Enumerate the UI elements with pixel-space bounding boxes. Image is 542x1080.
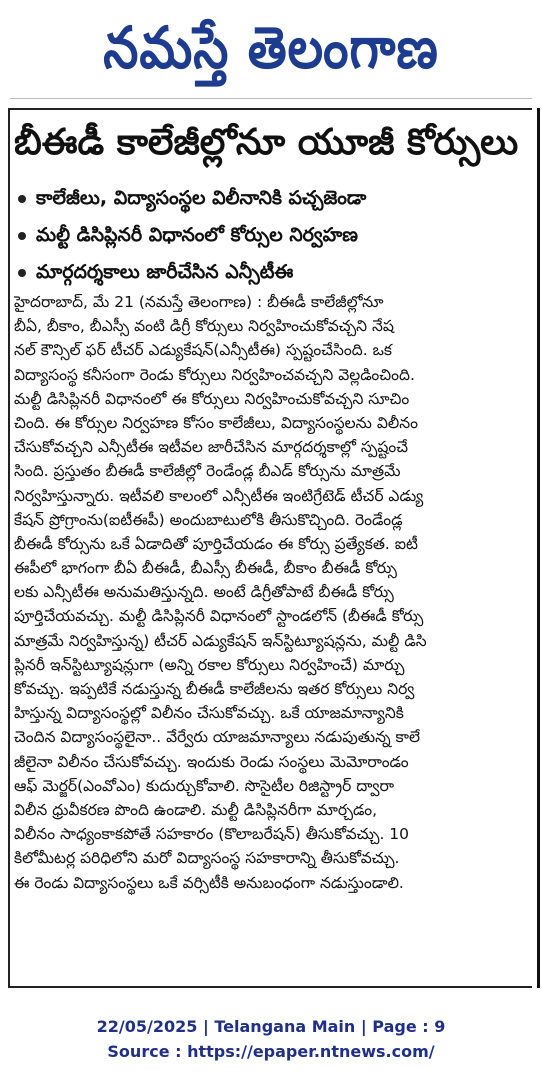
article-body-line: బీఏ, బీకాం, బీఎస్సీ వంటి డిగ్రీ కోర్సులు నిర్వహించుకోవచ్చని నేష [14, 317, 394, 336]
highlight-item: మల్టీ డిసిప్లినరీ విధానంలో కోర్సుల నిర్వహణ [14, 217, 526, 254]
article-body [14, 290, 526, 895]
article-body-line: బీఈడీ కోర్సును ఒకే ఏడాదితో పూర్తిచేయడం ఈ కోర్సు ప్రత్యేకత. ఐటీ [14, 534, 418, 553]
article-body-line: ఈపీలో భాగంగా బీఏ బీఈడీ, బీఎస్సీ బీఈడీ, బీకాం బీఈడీ కోర్సు [14, 559, 397, 578]
article-body-line: కేషన్ ప్రోగ్రాంను(ఐటీఈపీ) అందుబాటులోకి తీసుకొచ్చింది. రెండేండ్ల [14, 510, 403, 529]
article-body-line: విలీనం సాధ్యంకాకపోతే సహకారం (కొలాబరేషన్) తీసుకోవచ్చు. 10 [14, 825, 410, 844]
highlight-item: మార్గదర్శకాలు జారీచేసిన ఎన్సీటీఈ [14, 254, 526, 291]
article-body-line: నల్ కౌన్సిల్ ఫర్ టీచర్ ఎడ్యుకేషన్(ఎన్సీటీఈ) స్పష్టంచేసింది. ఒక [14, 341, 393, 360]
article-body-line: జీలైనా విలీనం చేసుకోవచ్చు. ఇందుకు రెండు సంస్థలు మెమోరాండం [14, 752, 409, 771]
article-body-line: చెందిన విద్యాసంస్థలైనా.. వేర్వేరు యాజమాన్యాలు నడుపుతున్న కాలే [14, 728, 420, 747]
article-headline: బీఈడీ కాలేజీల్లోనూ యూజీ కోర్సులు [14, 122, 519, 163]
article-body-line: ఈ రెండు విద్యాసంస్థలు ఒకే వర్సిటీకి అనుబంధంగా నడుస్తుండాలి. [14, 873, 404, 892]
article-body-line: విలీన ధ్రువీకరణ పొంది ఉండాలి. మల్టీ డిసిప్లినరీగా మార్చడం, [14, 800, 378, 819]
article-highlights [14, 180, 526, 291]
article-body-line: సింది. ప్రస్తుతం బీఈడీ కాలేజీల్లో రెండేండ్ల బీఎడ్ కోర్సును మాత్రమే [14, 462, 401, 481]
clipping-edge [537, 108, 540, 988]
masthead-title: నమస్తే తెలంగాణ [103, 14, 439, 82]
article-body-line: కోవచ్చు. ఇప్పటికే నడుస్తున్న బీఈడీ కాలేజీలను ఇతర కోర్సులు నిర్వ [14, 680, 415, 698]
article-body-line: కిలోమీటర్ల పరిధిలోని మరో విద్యాసంస్థ సహకారాన్ని తీసుకోవచ్చు. [14, 849, 400, 868]
article-body-line: మల్టీ డిసిప్లినరీ విధానంలో ఈ కోర్సులు నిర్వహించుకోవచ్చని సూచిం [14, 389, 410, 408]
article-body-line: హిస్తున్న విద్యాసంస్థల్లో విలీనం చేసుకోవచ్చు. ఒకే యాజమాన్యానికి [14, 704, 404, 723]
article-body-line: లకు ఎన్సీటీఈ అనుమతిస్తున్నది. అంటే డిగ్రీతోపాటే బీఈడీ కోర్సు [14, 583, 394, 602]
article-body-line: ఆఫ్ మెర్జర్(ఎంవోఎం) కుదుర్చుకోవాలి. సొసైటీల రిజిస్ట్రార్ ద్వారా [14, 776, 395, 795]
article-body-line: ప్లినరీ ఇన్‌స్టిట్యూషన్లుగా (అన్ని రకాల కోర్సులు నిర్వహించే) మార్చు [14, 655, 405, 674]
footer-source-link[interactable]: Source : https://epaper.ntnews.com/ [107, 1042, 435, 1061]
footer-edition-info: 22/05/2025 | Telangana Main | Page : 9 [96, 1017, 446, 1036]
article-body-line: చేసుకోవచ్చని ఎన్సీటీఈ ఇటీవల జారీచేసిన మార్గదర్శకాల్లో స్పష్టంచే [14, 438, 409, 457]
article-body-line: పూర్తిచేయవచ్చు. మల్టీ డిసిప్లినరీ విధానంలో స్టాండలోన్ (బీఈడీ కోర్సు [14, 607, 424, 626]
highlight-item: కాలేజీలు, విద్యాసంస్థల విలీనానికి పచ్చజెండా [14, 180, 526, 217]
article-body-line: చింది. ఈ కోర్సుల నిర్వహణ కోసం కాలేజీలు, విద్యాసంస్థలను విలీనం [14, 413, 418, 432]
masthead-divider [10, 98, 532, 99]
article-body-line: విద్యాసంస్థ కనీసంగా రెండు కోర్సులు నిర్వహించవచ్చని వెల్లడించింది. [14, 365, 415, 384]
newspaper-masthead [0, 0, 542, 96]
article-body-line: నిర్వహిస్తున్నారు. ఇటీవలి కాలంలో ఎన్సీటీఈ ఇంటిగ్రేటెడ్ టీచర్ ఎడ్యు [14, 486, 424, 505]
article-body-line: మాత్రమే నిర్వహిస్తున్న) టీచర్ ఎడ్యుకేషన్ ఇన్‌స్టిట్యూషన్లను, మల్టీ డిసి [14, 631, 427, 650]
article-body-line: హైదరాబాద్, మే 21 (నమస్తే తెలంగాణ) : బీఈడీ కాలేజీల్లోనూ [14, 293, 384, 311]
